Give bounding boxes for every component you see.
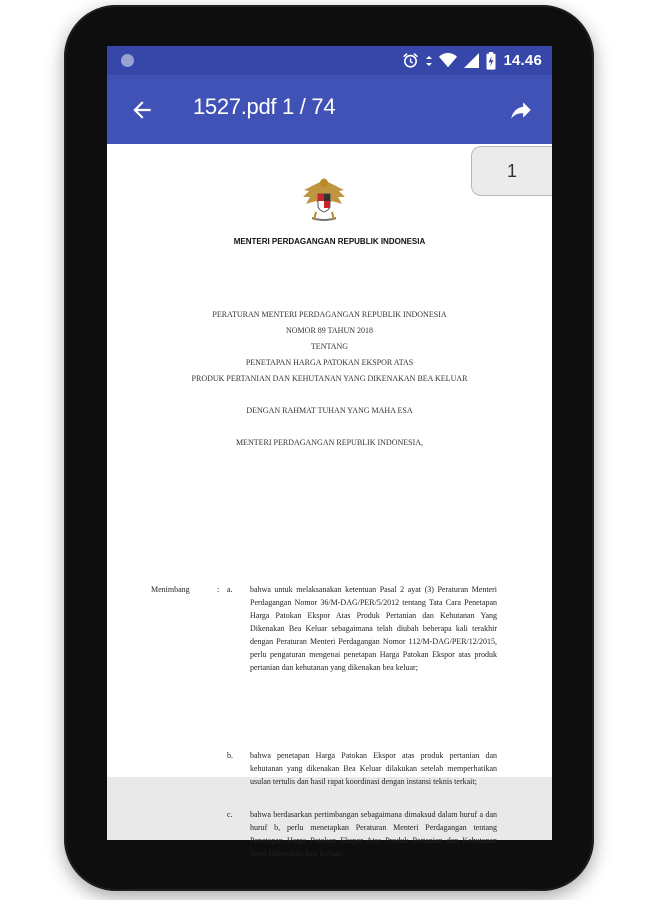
arrow-back-icon[interactable] bbox=[129, 97, 155, 123]
regulation-tentang: TENTANG bbox=[310, 342, 349, 351]
regulation-subject-2: PRODUK PERTANIAN DAN KEHUTANAN YANG DIKENAKAN BEA KELUAR bbox=[191, 374, 468, 383]
blessing-line: DENGAN RAHMAT TUHAN YANG MAHA ESA bbox=[246, 406, 413, 415]
status-bar bbox=[107, 46, 552, 75]
battery-charging-icon bbox=[486, 52, 496, 70]
alarm-icon bbox=[402, 52, 419, 69]
item-letter-a: a. bbox=[227, 585, 233, 594]
signal-icon bbox=[464, 53, 479, 68]
menimbang-label: Menimbang bbox=[151, 585, 190, 594]
regulation-number: NOMOR 89 TAHUN 2018 bbox=[286, 326, 373, 335]
document-title: 1527.pdf 1 / 74 bbox=[193, 94, 336, 119]
screen bbox=[107, 46, 552, 859]
status-clock: 14.46 bbox=[503, 52, 542, 69]
ministry-header: MENTERI PERDAGANGAN REPUBLIK INDONESIA bbox=[233, 237, 426, 246]
share-icon[interactable] bbox=[508, 97, 534, 123]
page-number-badge: 1 bbox=[471, 146, 552, 196]
item-letter-b: b. bbox=[227, 751, 233, 760]
pdf-viewer[interactable] bbox=[107, 144, 552, 859]
list-item: bahwa berdasarkan pertimbangan sebagaimana dimaksud dalam huruf a dan huruf b, perlu menetapkan Peraturan Menteri Perdagangan tentang Penetapan Harga Patokan Ekspor Atas Produk Pertanian dan Kehutanan Yang Dikenakan Bea Keluar; bbox=[250, 810, 497, 859]
regulation-subject-1: PENETAPAN HARGA PATOKAN EKSPOR ATAS bbox=[245, 358, 414, 367]
wifi-icon bbox=[439, 53, 457, 68]
pdf-page[interactable] bbox=[107, 144, 552, 859]
menimbang-colon: : bbox=[217, 585, 220, 594]
status-icons bbox=[402, 46, 542, 75]
garuda-emblem-icon bbox=[300, 174, 348, 226]
regulation-title: PERATURAN MENTERI PERDAGANGAN REPUBLIK INDONESIA bbox=[212, 310, 447, 319]
signatory-line: MENTERI PERDAGANGAN REPUBLIK INDONESIA, bbox=[235, 438, 424, 447]
list-item: bahwa penetapan Harga Patokan Ekspor atas produk pertanian dan kehutanan yang dikenakan Bea Keluar dilakukan setelah memperhatikan usulan tertulis dan hasil rapat koordinasi dengan instansi teknis terkait; bbox=[250, 751, 497, 787]
notification-dot-icon bbox=[121, 54, 134, 67]
data-arrows-icon bbox=[426, 55, 432, 67]
app-bar bbox=[107, 75, 552, 144]
item-letter-c: c. bbox=[227, 810, 233, 819]
list-item: bahwa untuk melaksanakan ketentuan Pasal 2 ayat (3) Peraturan Menteri Perdagangan Nomor 36/M-DAG/PER/5/2012 tentang Tata Cara Penetapan Harga Patokan Ekspor Atas Produk Pertanian dan Kehutanan Yang Dikenakan Bea Keluar sebagaimana telah diubah beberapa kali terakhir dengan Peraturan Menteri Perdagangan Nomor 112/M-DAG/PER/12/2015, perlu pengaturan mengenai penetapan Harga Patokan Ekspor atas produk pertanian dan kehutanan yang dikenakan bea keluar; bbox=[250, 585, 497, 673]
